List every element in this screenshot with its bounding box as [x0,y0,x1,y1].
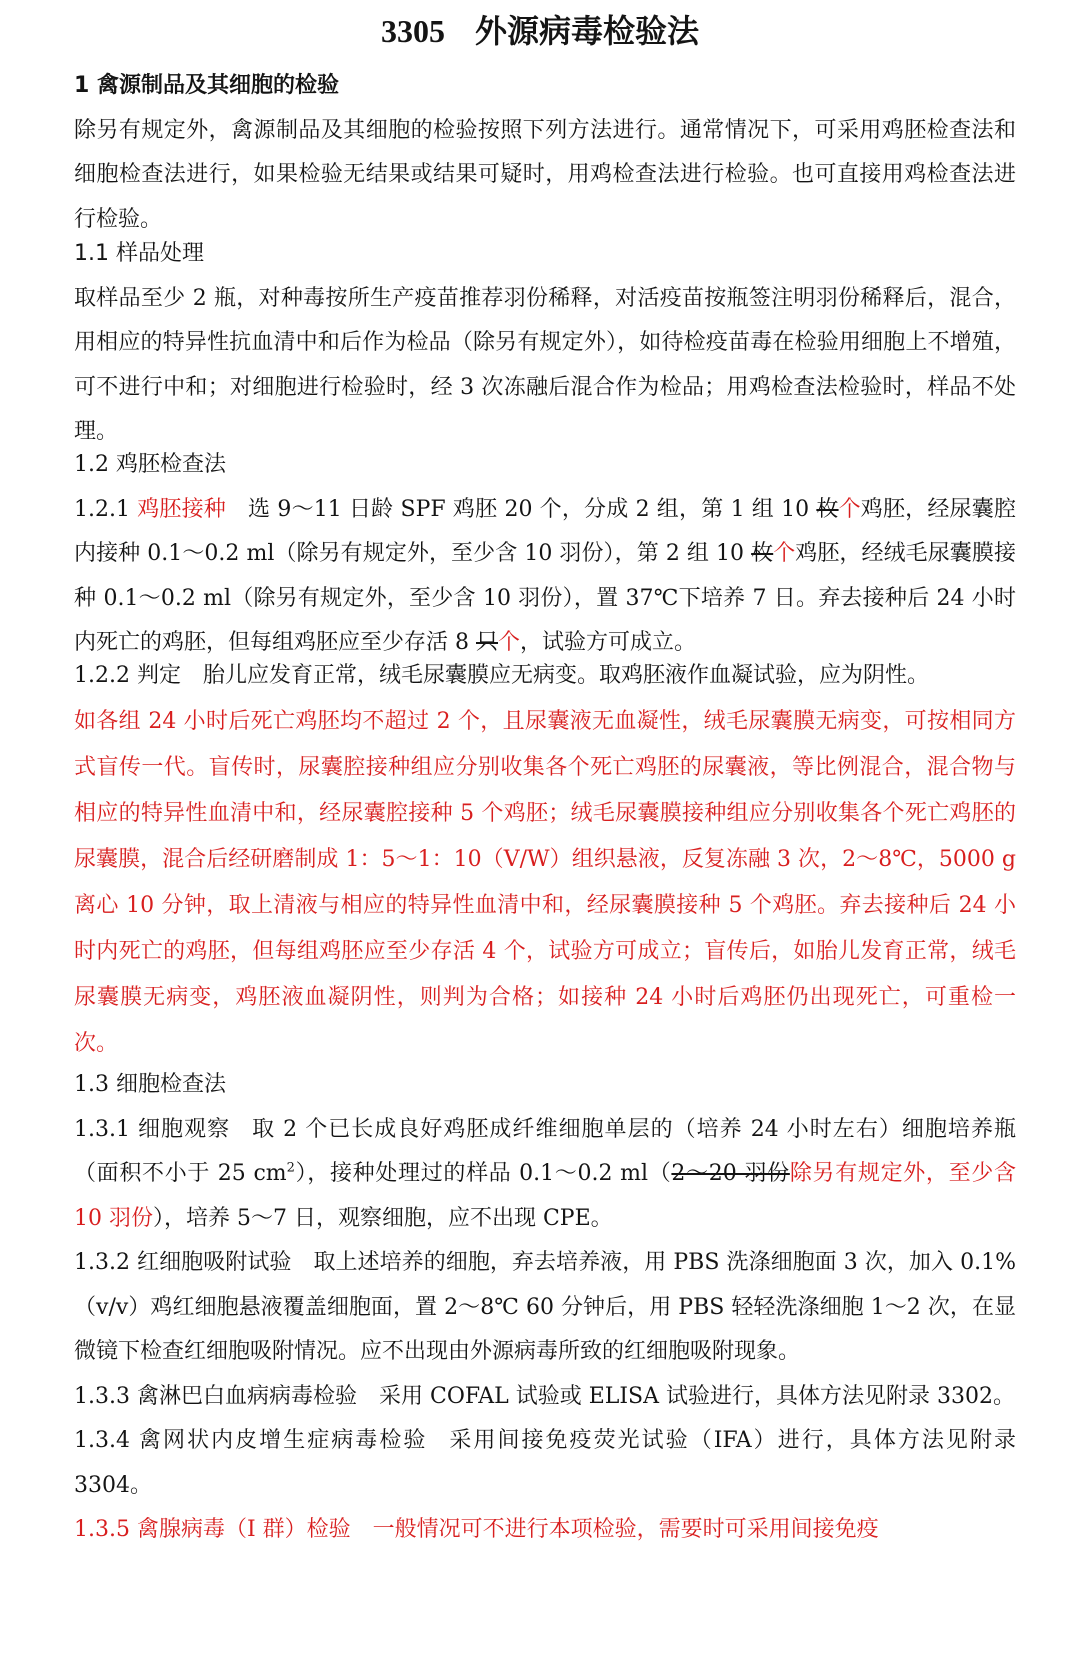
inserted-text: 除另有规定外，至少含 10 羽份 [74,1161,1016,1231]
text-run: 选 9～11 日龄 SPF 鸡胚 20 个，分成 2 组，第 1 组 10 [247,496,817,522]
section-1-3-4-label: 禽网状内皮增生症病毒检验 [139,1428,428,1453]
struck-text: 枚 [751,541,774,566]
text-run: 鸡胚，经绒毛尿囊膜接种 0.1～0.2 ml（除另有规定外，至少含 10 羽份），置 37℃下培养 7 日。弃去接种后 24 小时内死亡的鸡胚，但每组鸡胚应至少存活 8 [74,541,1016,655]
section-1-3-heading: 1.3 细胞检查法 [74,1072,226,1097]
section-1-3-4-number: 1.3.4 [74,1428,130,1453]
struck-text: 枚 [816,496,839,522]
section-1-2-1-title: 鸡胚接种 [137,496,226,522]
struck-text: 2～20 羽份 [671,1161,790,1186]
page-title [0,6,1080,56]
section-1-2-2-red-paragraph: 如各组 24 小时后死亡鸡胚均不超过 2 个，且尿囊液无血凝性，绒毛尿囊膜无病变，可按相同方式盲传一代。盲传时，尿囊腔接种组应分别收集各个死亡鸡胚的尿囊液，等比例混合，混合物与相应的特异性血清中和，经尿囊腔接种 5 个鸡胚；绒毛尿囊膜接种组应分别收集各个死亡鸡胚的尿囊膜，混合后经研磨制成 1：5～1：10（V/W）组织悬液，反复冻融 3 次，2～8℃，5000 g 离心 10 分钟，取上清液与相应的特异性血清中和，经尿囊膜接种 5 个鸡胚。弃去接种后 24 小时内死亡的鸡胚，但每组鸡胚应至少存活 4 个，试验方可成立；盲传后，如胎儿发育正常，绒毛尿囊膜无病变，鸡胚液血凝阴性，则判为合格；如接种 24 小时后鸡胚仍出现死亡，可重检一次。 [74,708,1016,1056]
text-run: 鸡胚，经尿囊腔内接种 0.1～0.2 ml（除另有规定外，至少含 10 羽份），第 2 组 10 [74,496,1016,566]
section-1-3-5-label: 禽腺病毒（I 群）检验 [136,1517,351,1542]
section-1 [26,64,1016,242]
section-1-3-4-paragraph [26,1419,1016,1508]
section-1-3-1-label: 细胞观察 [138,1116,231,1142]
title-text: 外源病毒检验法 [474,12,699,50]
section-1-3-5-number: 1.3.5 [74,1517,130,1542]
text-run: 取 2 个已长成良好鸡胚成纤维细胞单层的（培养 24 小时左右）细胞培养瓶（面积不小于 25 cm [74,1116,1016,1186]
text-run: 采用间接免疫荧光试验（IFA）进行，具体方法见附录 3304。 [74,1428,1016,1498]
section-1-3-2-label: 红细胞吸附试验 [137,1250,292,1275]
section-1-1 [26,232,1016,455]
superscript: 2 [286,1160,295,1176]
section-1-1-paragraph: 取样品至少 2 瓶，对种毒按所生产疫苗推荐羽份稀释，对活疫苗按瓶签注明羽份稀释后，混合，用相应的特异性抗血清中和后作为检品（除另有规定外），如待检疫苗毒在检验用细胞上不增殖，可不进行中和；对细胞进行检验时，经 3 次冻融后混合作为检品；用鸡检查法检验时，样品不处理。 [74,285,1016,444]
section-1-heading: 1 禽源制品及其细胞的检验 [74,73,339,98]
section-1-2-heading: 1.2 鸡胚检查法 [74,452,226,477]
section-1-2-2-number: 1.2.2 [74,663,130,688]
section-1-3-5-paragraph [26,1508,1016,1553]
section-1-2-2 [26,654,1016,1067]
title-number: 3305 [380,13,445,49]
section-1-2-1-paragraph [26,488,1016,666]
section-1-2-2-paragraph [26,654,1016,699]
text-run: ），接种处理过的样品 0.1～0.2 ml（ [294,1161,672,1186]
section-1-3-1-number: 1.3.1 [74,1116,130,1142]
text-run: 胎儿应发育正常，绒毛尿囊膜应无病变。取鸡胚液作血凝试验，应为阴性。 [203,663,930,688]
section-1-3-2-paragraph [26,1241,1016,1375]
section-1-2 [26,443,1016,666]
section-1-3-2-number: 1.3.2 [74,1250,130,1275]
section-1-3-3-paragraph [26,1375,1016,1420]
section-1-1-heading: 1.1 样品处理 [74,241,204,266]
section-1-paragraph: 除另有规定外，禽源制品及其细胞的检验按照下列方法进行。通常情况下，可采用鸡胚检查法和细胞检查法进行，如果检验无结果或结果可疑时，用鸡检查法进行检验。也可直接用鸡检查法进行检验。 [74,117,1016,232]
inserted-text: 个 [498,630,521,655]
text-run: 采用 COFAL 试验或 ELISA 试验进行，具体方法见附录 3302。 [379,1383,1015,1409]
text-run: 一般情况可不进行本项检验，需要时可采用间接免疫 [372,1517,879,1542]
section-1-3 [26,1063,1016,1553]
inserted-text: 个 [838,496,861,522]
struck-text: 只 [476,630,499,655]
text-run: ，试验方可成立。 [520,630,697,655]
text-run: ），培养 5～7 日，观察细胞，应不出现 CPE。 [153,1205,613,1231]
section-1-3-3-number: 1.3.3 [74,1383,130,1409]
text-run: 取上述培养的细胞，弃去培养液，用 PBS 洗涤细胞面 3 次，加入 0.1%（v/v）鸡红细胞悬液覆盖细胞面，置 2～8℃ 60 分钟后，用 PBS 轻轻洗涤细胞 1～2 次，在显微镜下检查红细胞吸附情况。应不出现由外源病毒所致的红细胞吸附现象。 [74,1250,1016,1364]
section-1-3-3-label: 禽淋巴白血病病毒检验 [136,1383,357,1409]
section-1-2-2-label: 判定 [136,663,181,688]
section-1-2-1-number: 1.2.1 [74,496,130,522]
inserted-text: 个 [773,541,796,566]
section-1-3-1-paragraph [26,1108,1016,1242]
